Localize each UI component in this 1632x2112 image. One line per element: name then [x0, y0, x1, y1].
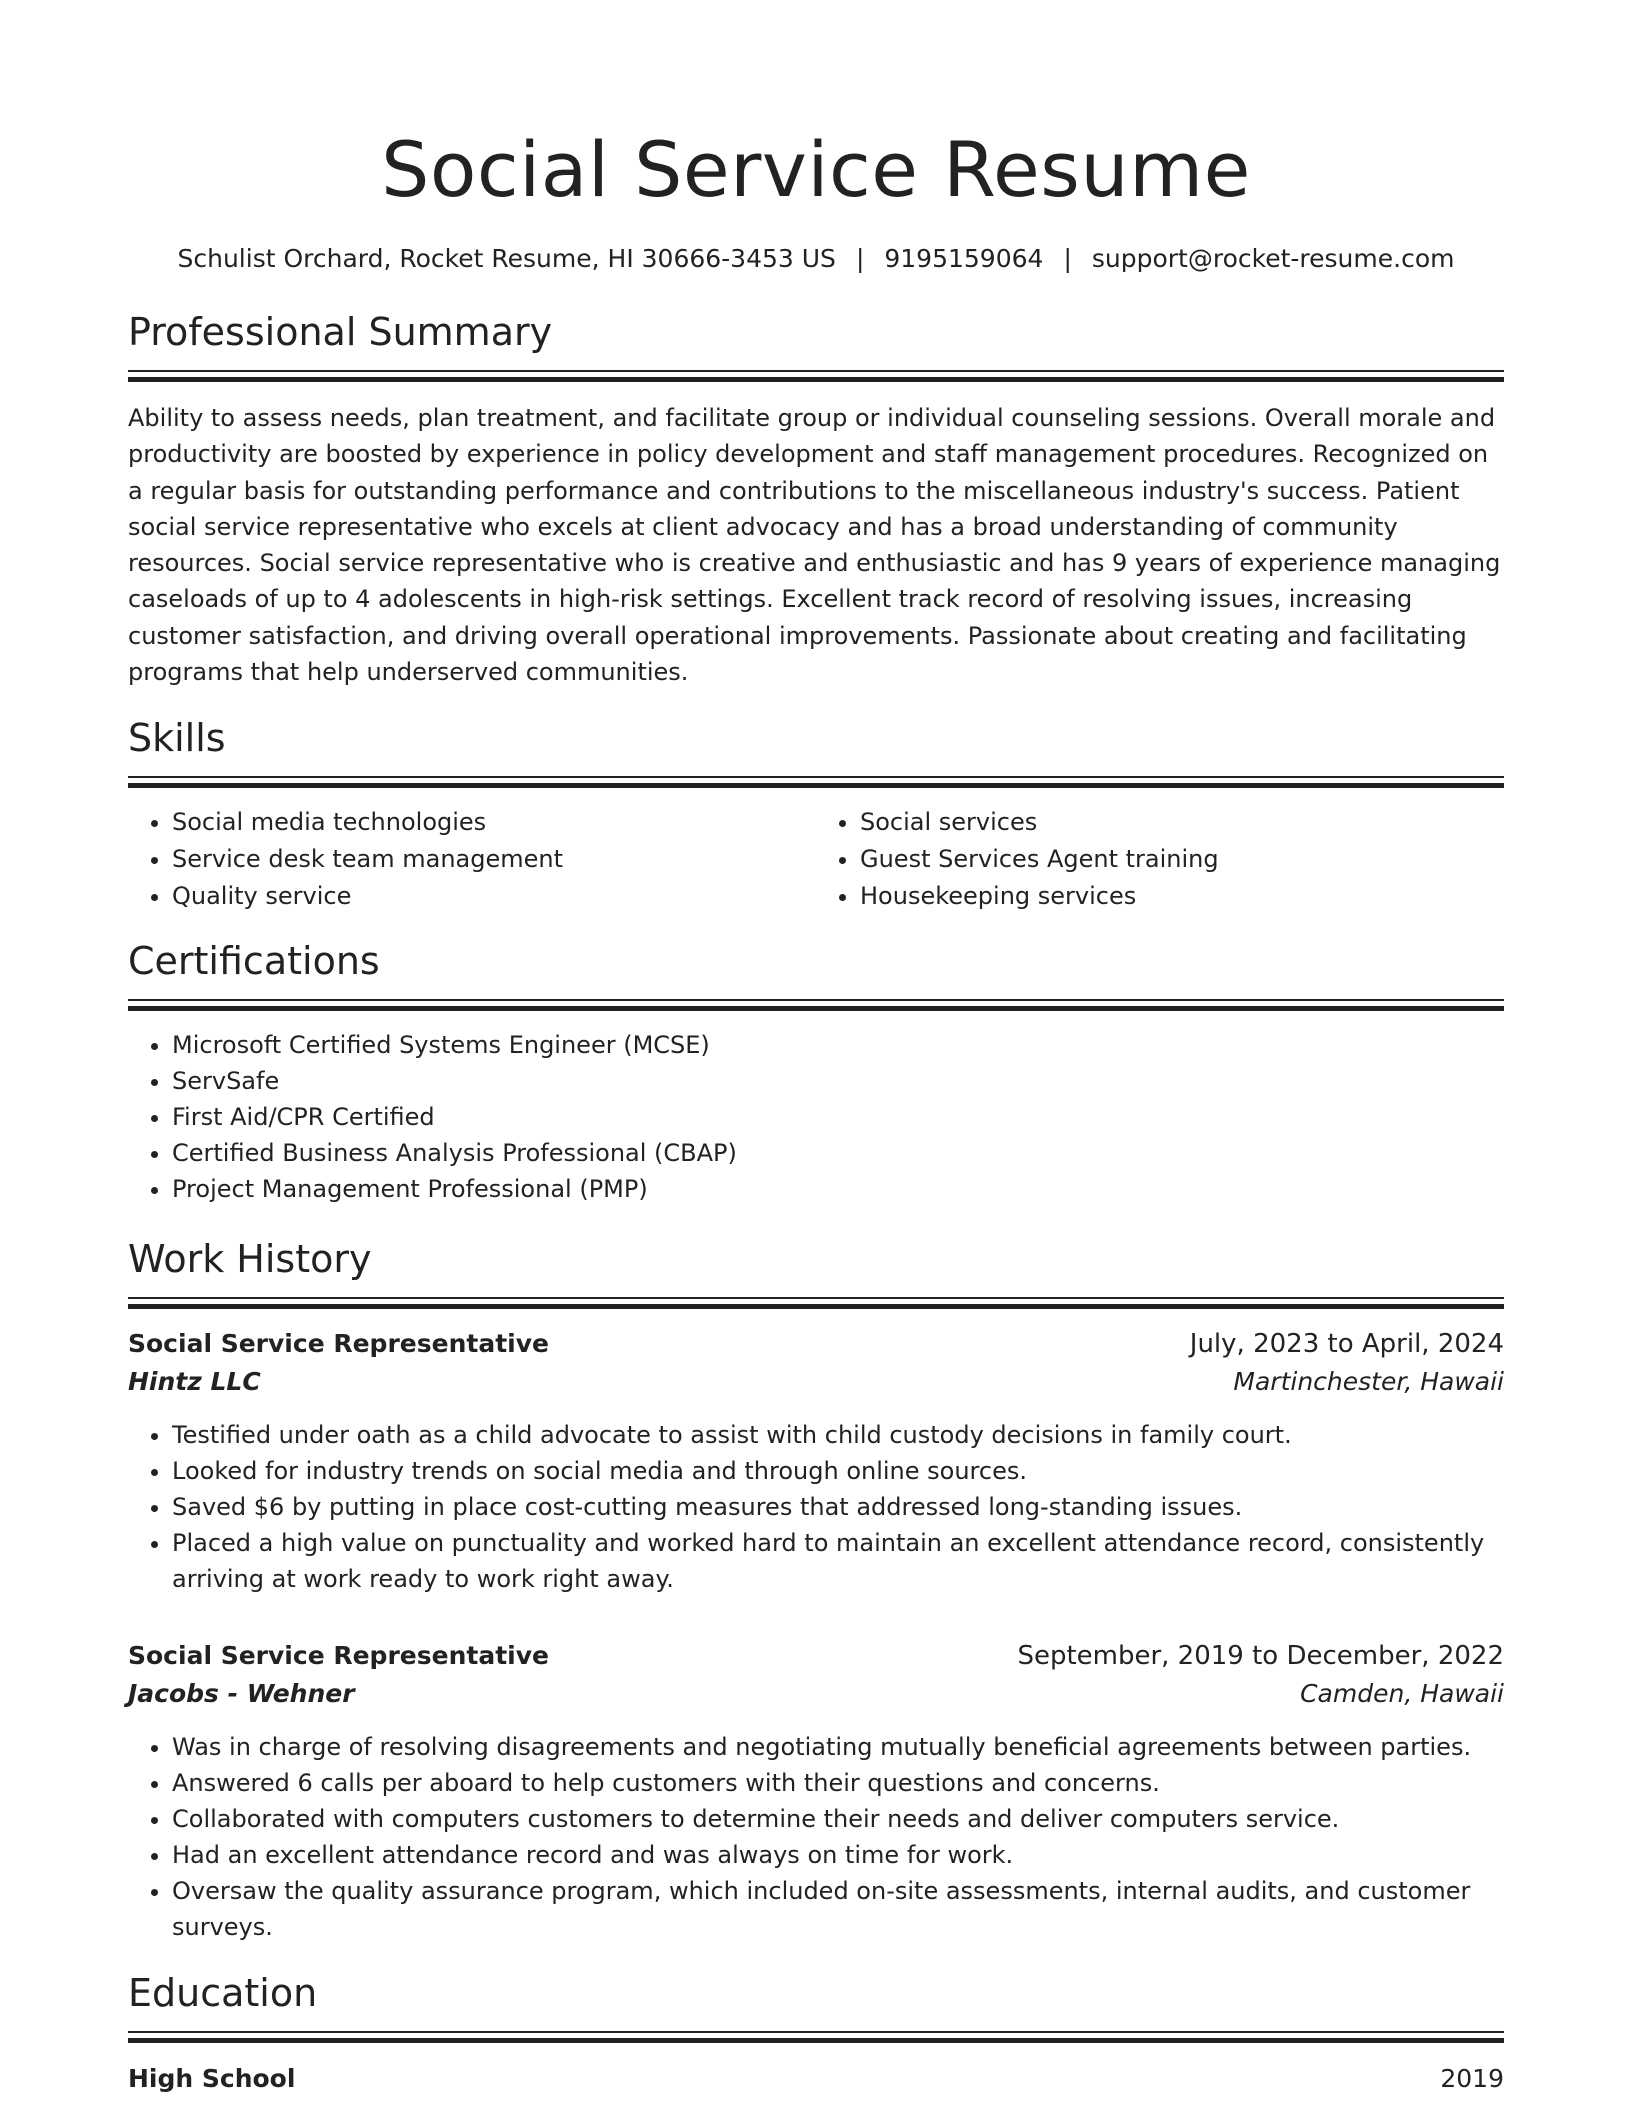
skill-item: • Social media technologies	[172, 804, 816, 841]
section-divider	[128, 370, 1504, 382]
job-company-row	[128, 1675, 1504, 1713]
resume-content	[128, 0, 1504, 2097]
skill-item: • Service desk team management	[172, 841, 816, 878]
job-entry	[128, 1325, 1504, 1597]
summary-text: Ability to assess needs, plan treatment, and facilitate group or individual counseling sessions. Overall morale and productivity are boosted by experience in policy development and staff management procedures. Recognized on a regular basis for outstanding performance and contributions to the miscellaneous industry's success. Patient social service representative who excels at client advocacy and has a broad understanding of community resources. Social service representative who is creative and enthusiastic and has 9 years of experience managing caseloads of up to 4 adolescents in high-risk settings. Excellent track record of resolving issues, increasing customer satisfaction, and driving overall operational improvements. Passionate about creating and facilitating programs that help underserved communities.	[128, 404, 1501, 687]
section-heading-work: Work History	[128, 1237, 372, 1282]
job-dates: July, 2023 to April, 2024	[1189, 1329, 1504, 1360]
section-heading-summary: Professional Summary	[128, 310, 553, 354]
job-bullet: • Testified under oath as a child advocate to assist with child custody decisions in family court.	[172, 1417, 1504, 1453]
contact-address: Schulist Orchard, Rocket Resume, HI 30666-3453 US	[177, 244, 836, 273]
section-divider	[128, 2031, 1504, 2043]
job-bullet: • Was in charge of resolving disagreements and negotiating mutually beneficial agreements between parties.	[172, 1729, 1504, 1765]
job-entry	[128, 1637, 1504, 1945]
certification-item: • Certified Business Analysis Professional (CBAP)	[172, 1135, 1504, 1171]
section-heading-education: Education	[128, 1971, 318, 2016]
skills-grid	[128, 804, 1504, 915]
job-header-row	[128, 1325, 1504, 1363]
job-bullets	[128, 1417, 1504, 1597]
contact-email[interactable]: support@rocket-resume.com	[1091, 244, 1455, 273]
contact-phone: 9195159064	[884, 244, 1044, 273]
section-divider	[128, 1297, 1504, 1309]
job-bullet: • Answered 6 calls per aboard to help customers with their questions and concerns.	[172, 1765, 1504, 1801]
summary-section	[128, 306, 1504, 690]
certification-item: • Project Management Professional (PMP)	[172, 1171, 1504, 1207]
job-header-row	[128, 1637, 1504, 1675]
section-divider	[128, 776, 1504, 788]
work-history-section	[128, 1233, 1504, 1945]
skill-item: • Guest Services Agent training	[860, 841, 1504, 878]
job-title: Social Service Representative	[128, 1329, 549, 1359]
education-section	[128, 1967, 1504, 2097]
job-bullet: • Placed a high value on punctuality and worked hard to maintain an excellent attendance record, consistently arriving at work ready to work right away.	[172, 1525, 1504, 1597]
job-bullet: • Oversaw the quality assurance program, which included on-site assessments, internal audits, and customer surveys.	[172, 1873, 1504, 1945]
section-divider	[128, 999, 1504, 1011]
skills-list-left	[128, 804, 816, 915]
certification-item: • First Aid/CPR Certified	[172, 1099, 1504, 1135]
certification-item: • Microsoft Certified Systems Engineer (MCSE)	[172, 1027, 1504, 1063]
job-company: Jacobs - Wehner	[128, 1679, 355, 1709]
job-bullet: • Had an excellent attendance record and was always on time for work.	[172, 1837, 1504, 1873]
job-bullet: • Saved $6 by putting in place cost-cutting measures that addressed long-standing issues.	[172, 1489, 1504, 1525]
job-company: Hintz LLC	[128, 1367, 261, 1397]
resume-title: Social Service Resume	[381, 125, 1251, 214]
skills-list-right	[816, 804, 1504, 915]
certification-item: • ServSafe	[172, 1063, 1504, 1099]
section-heading-certifications: Certifications	[128, 939, 380, 984]
education-row	[128, 2061, 1504, 2097]
education-year: 2019	[1440, 2064, 1504, 2094]
education-degree: High School	[128, 2064, 296, 2094]
skill-item: • Social services	[860, 804, 1504, 841]
job-bullets	[128, 1729, 1504, 1945]
skill-item: • Housekeeping services	[860, 878, 1504, 915]
section-heading-skills: Skills	[128, 716, 226, 761]
contact-line	[128, 242, 1504, 276]
job-location: Camden, Hawaii	[1300, 1679, 1504, 1709]
skills-section	[128, 712, 1504, 915]
certifications-section	[128, 935, 1504, 1207]
job-company-row	[128, 1363, 1504, 1401]
certifications-list	[128, 1027, 1504, 1207]
job-location: Martinchester, Hawaii	[1233, 1367, 1504, 1397]
skill-item: • Quality service	[172, 878, 816, 915]
contact-separator: |	[1063, 244, 1072, 273]
job-bullet: • Looked for industry trends on social media and through online sources.	[172, 1453, 1504, 1489]
contact-separator: |	[855, 244, 865, 273]
job-bullet: • Collaborated with computers customers to determine their needs and deliver computers service.	[172, 1801, 1504, 1837]
job-title: Social Service Representative	[128, 1641, 549, 1671]
job-dates: September, 2019 to December, 2022	[1017, 1641, 1504, 1672]
